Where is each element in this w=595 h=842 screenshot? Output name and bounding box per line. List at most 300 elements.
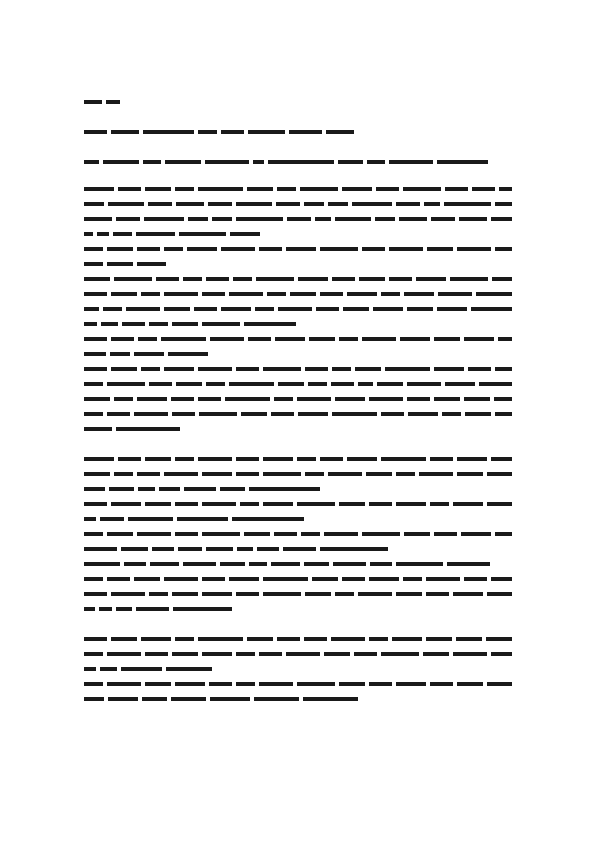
text-word bbox=[271, 412, 294, 416]
text-word bbox=[453, 502, 483, 506]
text-word bbox=[491, 217, 512, 221]
text-word bbox=[335, 217, 371, 221]
text-line bbox=[84, 349, 208, 359]
text-word bbox=[304, 562, 329, 566]
text-word bbox=[464, 397, 490, 401]
text-word bbox=[434, 397, 460, 401]
text-word bbox=[424, 202, 440, 206]
text-word bbox=[109, 487, 134, 491]
text-word bbox=[300, 187, 338, 191]
text-line bbox=[84, 589, 512, 599]
text-word bbox=[84, 607, 95, 611]
text-word bbox=[369, 577, 399, 581]
text-word bbox=[315, 217, 331, 221]
text-word bbox=[221, 247, 255, 251]
text-word bbox=[199, 412, 237, 416]
text-word bbox=[407, 382, 441, 386]
text-word bbox=[145, 682, 171, 686]
text-word bbox=[84, 547, 117, 551]
text-word bbox=[499, 187, 512, 191]
text-word bbox=[400, 337, 430, 341]
text-word bbox=[145, 457, 171, 461]
text-word bbox=[377, 382, 403, 386]
text-word bbox=[137, 247, 160, 251]
text-word bbox=[464, 337, 494, 341]
text-word bbox=[134, 577, 160, 581]
text-line bbox=[84, 454, 512, 464]
text-word bbox=[487, 502, 512, 506]
text-word bbox=[236, 202, 272, 206]
text-word bbox=[297, 457, 316, 461]
text-word bbox=[110, 352, 130, 356]
text-word bbox=[209, 682, 232, 686]
text-word bbox=[229, 382, 274, 386]
text-word bbox=[107, 682, 141, 686]
text-word bbox=[403, 187, 441, 191]
text-word bbox=[324, 652, 350, 656]
text-word bbox=[221, 307, 251, 311]
text-word bbox=[396, 502, 426, 506]
text-word bbox=[100, 517, 124, 521]
text-line bbox=[84, 424, 180, 434]
text-word bbox=[434, 337, 460, 341]
text-word bbox=[404, 292, 434, 296]
text-word bbox=[144, 217, 184, 221]
text-word bbox=[271, 562, 300, 566]
text-word bbox=[303, 697, 358, 701]
text-word bbox=[116, 427, 180, 431]
text-word bbox=[118, 457, 141, 461]
text-word bbox=[320, 457, 343, 461]
text-word bbox=[84, 427, 112, 431]
text-word bbox=[177, 517, 228, 521]
text-word bbox=[164, 307, 190, 311]
text-word bbox=[362, 247, 385, 251]
text-word bbox=[369, 502, 392, 506]
text-word bbox=[124, 562, 146, 566]
text-word bbox=[221, 130, 244, 134]
text-word bbox=[172, 652, 198, 656]
text-word bbox=[187, 247, 217, 251]
text-word bbox=[320, 547, 388, 551]
text-word bbox=[472, 187, 495, 191]
text-word bbox=[396, 562, 443, 566]
text-word bbox=[367, 160, 385, 164]
text-word bbox=[229, 577, 259, 581]
text-word bbox=[111, 337, 134, 341]
text-word bbox=[453, 652, 487, 656]
text-word bbox=[396, 682, 426, 686]
text-line bbox=[84, 379, 512, 389]
text-word bbox=[487, 682, 512, 686]
text-word bbox=[137, 472, 160, 476]
text-word bbox=[165, 160, 201, 164]
text-word bbox=[442, 412, 461, 416]
text-word bbox=[198, 187, 243, 191]
text-word bbox=[259, 247, 282, 251]
text-word bbox=[148, 202, 172, 206]
text-word bbox=[240, 502, 259, 506]
text-word bbox=[138, 337, 157, 341]
text-word bbox=[84, 592, 107, 596]
text-word bbox=[84, 337, 107, 341]
text-word bbox=[137, 397, 167, 401]
text-word bbox=[333, 562, 366, 566]
text-word bbox=[434, 532, 457, 536]
text-word bbox=[283, 547, 316, 551]
text-word bbox=[198, 637, 243, 641]
text-word bbox=[107, 262, 133, 266]
text-word bbox=[107, 382, 145, 386]
text-word bbox=[84, 532, 103, 536]
text-word bbox=[194, 307, 217, 311]
text-word bbox=[430, 457, 453, 461]
text-word bbox=[84, 472, 110, 476]
text-word bbox=[438, 292, 472, 296]
text-line bbox=[84, 214, 512, 224]
text-word bbox=[84, 577, 103, 581]
text-word bbox=[253, 160, 264, 164]
text-word bbox=[373, 307, 403, 311]
text-word bbox=[487, 472, 512, 476]
text-word bbox=[430, 502, 449, 506]
text-word bbox=[212, 217, 232, 221]
text-word bbox=[495, 202, 512, 206]
text-word bbox=[198, 457, 232, 461]
text-word bbox=[149, 322, 168, 326]
text-word bbox=[202, 472, 232, 476]
text-line bbox=[84, 199, 512, 209]
text-word bbox=[254, 697, 299, 701]
text-word bbox=[202, 532, 240, 536]
text-word bbox=[84, 202, 104, 206]
text-line bbox=[84, 499, 512, 509]
text-word bbox=[84, 307, 99, 311]
text-word bbox=[111, 502, 141, 506]
text-word bbox=[114, 277, 152, 281]
text-word bbox=[103, 307, 122, 311]
text-word bbox=[328, 202, 348, 206]
text-word bbox=[84, 367, 107, 371]
text-word bbox=[437, 160, 488, 164]
text-word bbox=[175, 682, 205, 686]
text-word bbox=[247, 187, 273, 191]
text-word bbox=[305, 592, 331, 596]
text-word bbox=[111, 592, 145, 596]
text-word bbox=[241, 412, 267, 416]
text-word bbox=[202, 322, 240, 326]
text-word bbox=[172, 322, 198, 326]
text-word bbox=[332, 277, 355, 281]
text-word bbox=[352, 202, 392, 206]
text-line bbox=[84, 574, 512, 584]
text-word bbox=[188, 217, 208, 221]
text-word bbox=[164, 247, 183, 251]
text-word bbox=[175, 187, 194, 191]
text-word bbox=[259, 652, 282, 656]
text-word bbox=[407, 397, 430, 401]
text-word bbox=[84, 292, 107, 296]
text-word bbox=[457, 472, 483, 476]
text-word bbox=[236, 367, 259, 371]
text-word bbox=[263, 577, 308, 581]
text-word bbox=[236, 652, 255, 656]
text-word bbox=[156, 277, 179, 281]
text-word bbox=[257, 547, 279, 551]
text-word bbox=[149, 592, 168, 596]
text-word bbox=[457, 457, 487, 461]
text-word bbox=[355, 367, 381, 371]
text-word bbox=[175, 637, 194, 641]
text-word bbox=[491, 577, 512, 581]
text-word bbox=[107, 652, 141, 656]
text-word bbox=[389, 160, 433, 164]
text-word bbox=[331, 382, 354, 386]
text-word bbox=[396, 592, 422, 596]
text-word bbox=[426, 577, 460, 581]
text-word bbox=[354, 652, 377, 656]
text-word bbox=[277, 637, 300, 641]
text-word bbox=[210, 337, 244, 341]
text-word bbox=[267, 292, 286, 296]
text-line bbox=[84, 604, 232, 614]
text-word bbox=[134, 412, 168, 416]
text-word bbox=[320, 292, 343, 296]
text-word bbox=[164, 292, 198, 296]
text-word bbox=[122, 322, 145, 326]
text-line bbox=[84, 259, 166, 269]
text-word bbox=[84, 352, 106, 356]
text-word bbox=[328, 472, 362, 476]
text-word bbox=[249, 562, 267, 566]
text-word bbox=[208, 202, 232, 206]
text-word bbox=[459, 217, 487, 221]
text-word bbox=[175, 532, 198, 536]
text-line bbox=[84, 319, 296, 329]
text-word bbox=[118, 187, 141, 191]
text-word bbox=[108, 697, 138, 701]
text-word bbox=[430, 682, 453, 686]
text-word bbox=[171, 697, 206, 701]
text-word bbox=[111, 367, 137, 371]
text-word bbox=[275, 337, 305, 341]
text-word bbox=[423, 652, 449, 656]
text-word bbox=[298, 277, 328, 281]
text-word bbox=[84, 130, 107, 134]
text-word bbox=[347, 457, 377, 461]
text-word bbox=[111, 130, 139, 134]
text-word bbox=[107, 412, 130, 416]
text-word bbox=[456, 637, 482, 641]
text-word bbox=[166, 667, 212, 671]
text-word bbox=[343, 307, 369, 311]
text-word bbox=[461, 532, 491, 536]
text-word bbox=[230, 232, 260, 236]
text-word bbox=[263, 472, 301, 476]
text-word bbox=[232, 517, 304, 521]
text-word bbox=[236, 217, 283, 221]
text-word bbox=[84, 562, 120, 566]
text-word bbox=[396, 202, 420, 206]
text-word bbox=[206, 277, 229, 281]
text-word bbox=[304, 637, 327, 641]
text-line bbox=[84, 184, 512, 194]
text-word bbox=[244, 322, 296, 326]
text-word bbox=[495, 412, 512, 416]
text-word bbox=[84, 667, 96, 671]
text-word bbox=[335, 592, 354, 596]
text-word bbox=[202, 292, 225, 296]
text-word bbox=[444, 202, 491, 206]
text-word bbox=[342, 187, 372, 191]
text-word bbox=[236, 472, 259, 476]
text-word bbox=[396, 472, 415, 476]
text-word bbox=[176, 202, 204, 206]
text-word bbox=[471, 307, 512, 311]
text-word bbox=[403, 577, 422, 581]
text-word bbox=[286, 652, 320, 656]
text-word bbox=[370, 562, 392, 566]
text-word bbox=[84, 232, 93, 236]
text-word bbox=[263, 457, 293, 461]
text-word bbox=[263, 367, 301, 371]
text-word bbox=[220, 487, 245, 491]
text-word bbox=[164, 472, 198, 476]
text-word bbox=[450, 277, 488, 281]
text-word bbox=[101, 322, 118, 326]
text-word bbox=[159, 487, 180, 491]
text-word bbox=[97, 232, 109, 236]
text-word bbox=[244, 532, 270, 536]
text-word bbox=[84, 652, 103, 656]
text-word bbox=[331, 637, 365, 641]
text-word bbox=[392, 637, 422, 641]
text-word bbox=[324, 532, 358, 536]
text-word bbox=[465, 412, 491, 416]
text-word bbox=[164, 367, 194, 371]
text-word bbox=[476, 292, 512, 296]
text-word bbox=[369, 682, 392, 686]
text-line bbox=[84, 679, 512, 689]
text-word bbox=[335, 397, 365, 401]
text-word bbox=[332, 412, 377, 416]
text-word bbox=[389, 247, 423, 251]
text-line bbox=[84, 127, 354, 137]
text-word bbox=[437, 307, 467, 311]
text-word bbox=[358, 592, 392, 596]
text-line bbox=[84, 634, 512, 644]
text-word bbox=[259, 682, 293, 686]
text-word bbox=[145, 187, 171, 191]
text-line bbox=[84, 544, 388, 554]
text-word bbox=[138, 487, 155, 491]
text-word bbox=[479, 382, 512, 386]
text-word bbox=[468, 367, 491, 371]
text-word bbox=[447, 562, 490, 566]
text-word bbox=[198, 367, 232, 371]
text-word bbox=[220, 562, 245, 566]
text-word bbox=[233, 277, 252, 281]
text-word bbox=[320, 247, 358, 251]
text-word bbox=[84, 697, 104, 701]
text-word bbox=[107, 247, 133, 251]
text-word bbox=[145, 502, 171, 506]
text-word bbox=[111, 637, 137, 641]
text-word bbox=[114, 472, 133, 476]
text-word bbox=[136, 607, 169, 611]
text-line bbox=[84, 394, 512, 404]
text-word bbox=[84, 277, 110, 281]
text-line bbox=[84, 529, 512, 539]
text-word bbox=[141, 292, 160, 296]
text-word bbox=[366, 472, 392, 476]
text-word bbox=[342, 577, 365, 581]
text-word bbox=[312, 577, 338, 581]
text-word bbox=[143, 130, 194, 134]
text-word bbox=[84, 247, 103, 251]
text-word bbox=[385, 367, 430, 371]
text-word bbox=[175, 502, 198, 506]
text-word bbox=[137, 262, 166, 266]
text-line bbox=[84, 559, 490, 569]
text-word bbox=[453, 592, 483, 596]
text-word bbox=[84, 487, 105, 491]
text-word bbox=[426, 592, 449, 596]
text-word bbox=[84, 217, 112, 221]
text-word bbox=[290, 292, 316, 296]
text-word bbox=[339, 682, 365, 686]
text-word bbox=[301, 532, 320, 536]
text-word bbox=[359, 277, 385, 281]
text-word bbox=[297, 502, 335, 506]
text-word bbox=[399, 217, 427, 221]
text-line bbox=[84, 334, 512, 344]
text-word bbox=[298, 412, 328, 416]
text-word bbox=[113, 232, 132, 236]
text-word bbox=[152, 547, 174, 551]
text-word bbox=[274, 397, 293, 401]
text-word bbox=[126, 307, 160, 311]
text-word bbox=[339, 502, 365, 506]
text-word bbox=[339, 337, 358, 341]
text-word bbox=[445, 382, 475, 386]
text-word bbox=[84, 322, 97, 326]
text-word bbox=[492, 277, 512, 281]
text-word bbox=[375, 217, 395, 221]
text-word bbox=[305, 472, 324, 476]
text-word bbox=[202, 592, 232, 596]
text-line bbox=[84, 469, 512, 479]
text-word bbox=[121, 547, 148, 551]
text-word bbox=[316, 307, 339, 311]
text-word bbox=[137, 532, 171, 536]
text-word bbox=[404, 532, 430, 536]
text-word bbox=[236, 457, 259, 461]
text-word bbox=[249, 487, 320, 491]
text-word bbox=[256, 277, 294, 281]
text-word bbox=[487, 592, 512, 596]
text-word bbox=[128, 517, 173, 521]
text-word bbox=[134, 352, 164, 356]
text-word bbox=[202, 652, 232, 656]
text-word bbox=[141, 637, 171, 641]
text-word bbox=[434, 367, 464, 371]
text-word bbox=[297, 682, 335, 686]
text-word bbox=[237, 547, 253, 551]
text-word bbox=[491, 457, 512, 461]
text-word bbox=[274, 532, 297, 536]
text-word bbox=[408, 412, 438, 416]
